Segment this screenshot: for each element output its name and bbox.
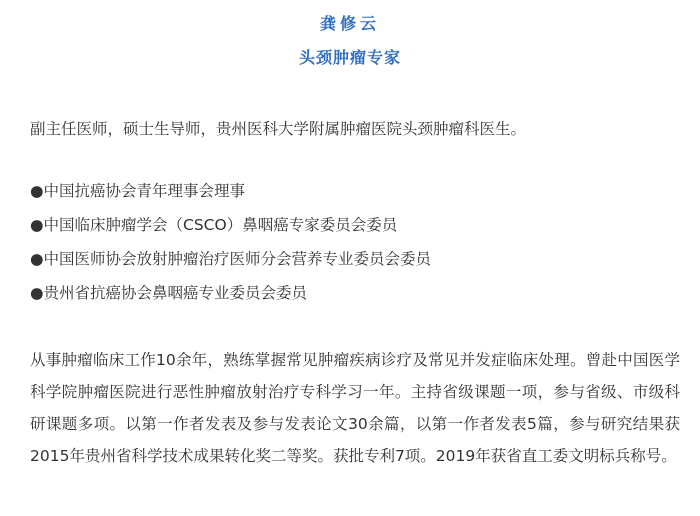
doctor-name: 龚修云	[319, 14, 380, 33]
list-item: ●贵州省抗癌协会鼻咽癌专业委员会委员	[30, 284, 308, 302]
doctor-title: 头颈肿瘤专家	[298, 48, 401, 67]
roles-list	[30, 179, 680, 315]
intro-paragraph: 副主任医师，硕士生导师，贵州医科大学附属肿瘤医院头颈肿瘤科医生。	[30, 120, 527, 138]
description-paragraph: 从事肿瘤临床工作10余年，熟练掌握常见肿瘤疾病诊疗及常见并发症临床处理。曾赴中国医学科学院肿瘤医院进行恶性肿瘤放射治疗专科学习一年。主持省级课题一项，参与省级、市级科研课题多项。以第一作者发表及参与发表论文30余篇，以第一作者发表5篇，参与研究结果获2015年贵州省科学技术成果转化奖二等奖。获批专利7项。2019年获省直工委文明标兵称号。	[30, 351, 680, 465]
list-item: ●中国医师协会放射肿瘤治疗医师分会营养专业委员会委员	[30, 250, 432, 268]
list-item: ●中国临床肿瘤学会（CSCO）鼻咽癌专家委员会委员	[30, 216, 398, 234]
list-item: ●中国抗癌协会青年理事会理事	[30, 182, 246, 200]
